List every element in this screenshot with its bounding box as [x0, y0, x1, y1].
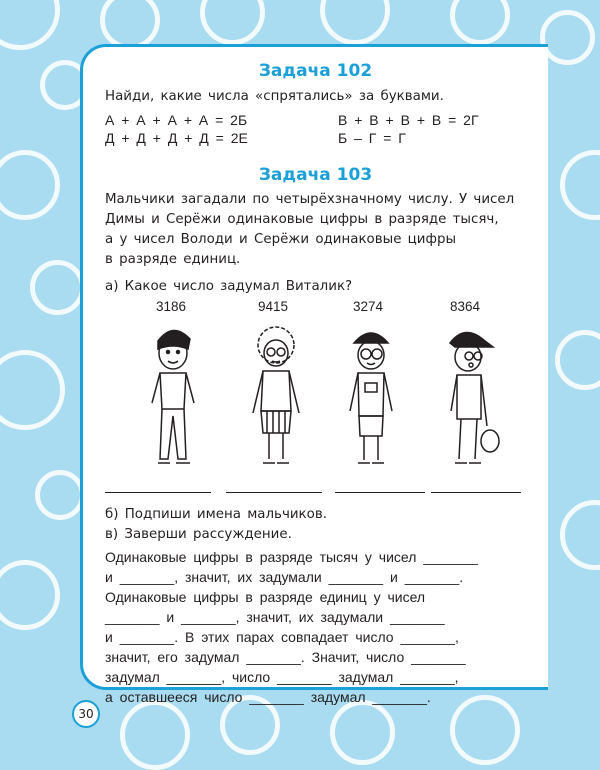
- boy-illustration-1: [138, 321, 208, 471]
- equation: Б – Г = Г: [338, 130, 406, 146]
- reasoning-line[interactable]: значит, его задумал _______. Значит, число _______: [105, 649, 466, 665]
- part-b-instruction: б) Подпиши имена мальчиков.: [105, 507, 327, 522]
- task-text-line: в разряде единиц.: [105, 252, 241, 267]
- reasoning-line[interactable]: и _______, значит, их задумали _______ и _______.: [105, 569, 464, 585]
- task-102-title: Задача 102: [258, 61, 373, 81]
- part-c-instruction: в) Заверши рассуждение.: [105, 527, 292, 542]
- equation: А + А + А + А = 2Б: [105, 112, 248, 128]
- task-103-title: Задача 103: [258, 165, 373, 185]
- number-label: 8364: [449, 299, 481, 314]
- task-text-line: Мальчики загадали по четырёхзначному числу. У чисел: [105, 192, 515, 207]
- task-text-line: а у чисел Володи и Серёжи одинаковые цифры: [105, 232, 457, 247]
- part-a-question: а) Какое число задумал Виталик?: [105, 279, 353, 294]
- reasoning-line[interactable]: задумал _______, число _______ задумал _______,: [105, 669, 459, 685]
- task-102-instruction: Найди, какие числа «спрятались» за буквами.: [105, 89, 444, 104]
- name-blank-1[interactable]: [105, 491, 211, 493]
- worksheet-card: [80, 44, 548, 705]
- number-label: 3274: [352, 299, 384, 314]
- page-number: 30: [72, 700, 100, 728]
- number-label: 9415: [257, 299, 289, 314]
- equation: Д + Д + Д + Д = 2Е: [105, 130, 248, 146]
- number-label: 3186: [155, 299, 187, 314]
- reasoning-line[interactable]: _______ и _______, значит, их задумали _______: [105, 609, 445, 625]
- boy-illustration-4: [435, 321, 505, 471]
- equation: В + В + В + В = 2Г: [338, 112, 479, 128]
- name-blank-3[interactable]: [335, 491, 425, 493]
- name-blank-4[interactable]: [431, 491, 521, 493]
- task-text-line: Димы и Серёжи одинаковые цифры в разряде тысяч,: [105, 212, 499, 227]
- name-blank-2[interactable]: [226, 491, 322, 493]
- reasoning-line[interactable]: Одинаковые цифры в разряде единиц у чисел: [105, 589, 426, 605]
- reasoning-line[interactable]: Одинаковые цифры в разряде тысяч у чисел _______: [105, 549, 478, 565]
- boy-illustration-3: [336, 321, 406, 471]
- reasoning-line[interactable]: а оставшееся число _______ задумал _______.: [105, 689, 431, 705]
- boy-illustration-2: [241, 321, 311, 471]
- reasoning-line[interactable]: и _______. В этих парах совпадает число _______,: [105, 629, 459, 645]
